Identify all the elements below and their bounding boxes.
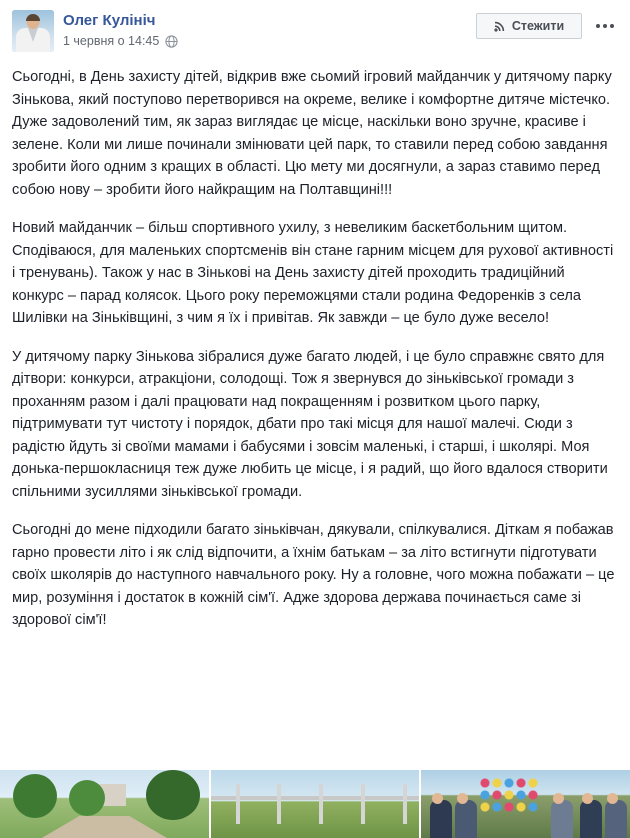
more-options-button[interactable] xyxy=(592,13,618,39)
photo-person-head xyxy=(432,793,443,804)
post-message xyxy=(0,62,630,632)
photo-post xyxy=(361,784,365,824)
photo-post xyxy=(319,784,323,824)
photo-person-head xyxy=(607,793,618,804)
photo-person-head xyxy=(457,793,468,804)
photo-park-trees[interactable] xyxy=(0,770,209,838)
photo-balloon-wall xyxy=(480,778,550,832)
photo-post xyxy=(403,784,407,824)
post-header-text xyxy=(63,10,476,49)
post-timestamp[interactable]: 1 червня о 14:45 xyxy=(63,34,160,48)
post-header xyxy=(0,0,630,62)
post-attachments xyxy=(0,770,630,838)
photo-playground-fence[interactable] xyxy=(211,770,420,838)
post-paragraph: Сьогодні, в День захисту дітей, відкрив вже сьомий ігровий майданчик у дитячому парку Зінькова, який поступово перетворився на окреме, велике і комфортне дитяче містечко. Дуже задоволений тим, як зараз виглядає це місце, наскільки воно зручне, красиве і зелене. Коли ми лише починали змінювати цей парк, то ставили перед собою завдання зробити його одним з кращих в області. Цю мету ми досягнули, а зараз ставимо перед собою нову – зробити його найкращим на Полтавщині!!! xyxy=(12,69,612,198)
rss-icon xyxy=(494,20,506,32)
post-paragraph: Новий майданчик – більш спортивного ухилу, з невеликим баскетбольним щитом. Сподіваюся, для маленьких спортсменів він стане гарним місцем для рухової активності і тренувань). Також у нас в Зінькові на День захисту дітей проходить традиційний конкурс – парад колясок. Цього року переможцями стали родина Федоренків з села Шилівки на Зіньківщині, з чим я їх і привітав. Як завжди – це було дуже весело! xyxy=(12,220,614,326)
photo-tree xyxy=(13,774,57,818)
photo-tree xyxy=(69,780,105,816)
follow-button-label: Стежити xyxy=(511,19,565,33)
ellipsis-dot xyxy=(610,24,614,28)
ellipsis-dot xyxy=(596,24,600,28)
avatar-hair xyxy=(26,14,40,21)
photo-post xyxy=(236,784,240,824)
post-meta xyxy=(63,34,476,49)
follow-button[interactable] xyxy=(476,13,582,39)
photo-person xyxy=(430,800,452,838)
photo-person xyxy=(605,800,627,838)
photo-person xyxy=(551,800,573,838)
photo-crowd-balloons[interactable] xyxy=(421,770,630,838)
avatar[interactable] xyxy=(12,10,54,52)
post-paragraph: У дитячому парку Зінькова зібралися дуже багато людей, і це було справжнє свято для дітвори: конкурси, атракціони, солодощі. Тож я звернувся до зіньківської громади з проханням разом і далі працювати над покращенням і розвитком цього парку, підтримувати тут чистоту і порядок, дбати про такі місця для нашої малечі. Сюди з радістю йдуть зі своїми мамами і бабусями і зовсім маленькі, і старші, і школярі. Моя донька-першокласниця теж дуже любить це місце, і я радий, що його вдалося створити спільними зусиллями зіньківської громади. xyxy=(12,348,608,500)
ellipsis-dot xyxy=(603,24,607,28)
photo-rail xyxy=(211,796,420,800)
photo-person-head xyxy=(582,793,593,804)
photo-post xyxy=(277,784,281,824)
globe-icon[interactable] xyxy=(165,35,178,48)
author-name[interactable]: Олег Кулініч xyxy=(63,12,156,29)
photo-person-head xyxy=(553,793,564,804)
photo-person xyxy=(580,800,602,838)
photo-person xyxy=(455,800,477,838)
post-paragraph: Сьогодні до мене підходили багато зіньківчан, дякували, спілкувалися. Діткам я побажав гарно провести літо і як слід відпочити, а їхнім батькам – за літо встигнути підготувати своїх школярів до наступного навчального року. Ну а головне, чого можна побажати – це мир, розуміння і достаток в кожній сім'ї. Адже здорова держава починається саме зі здорової сім'ї! xyxy=(12,522,615,628)
photo-path xyxy=(42,816,167,838)
photo-tree xyxy=(146,770,200,820)
post-header-actions xyxy=(476,10,618,39)
